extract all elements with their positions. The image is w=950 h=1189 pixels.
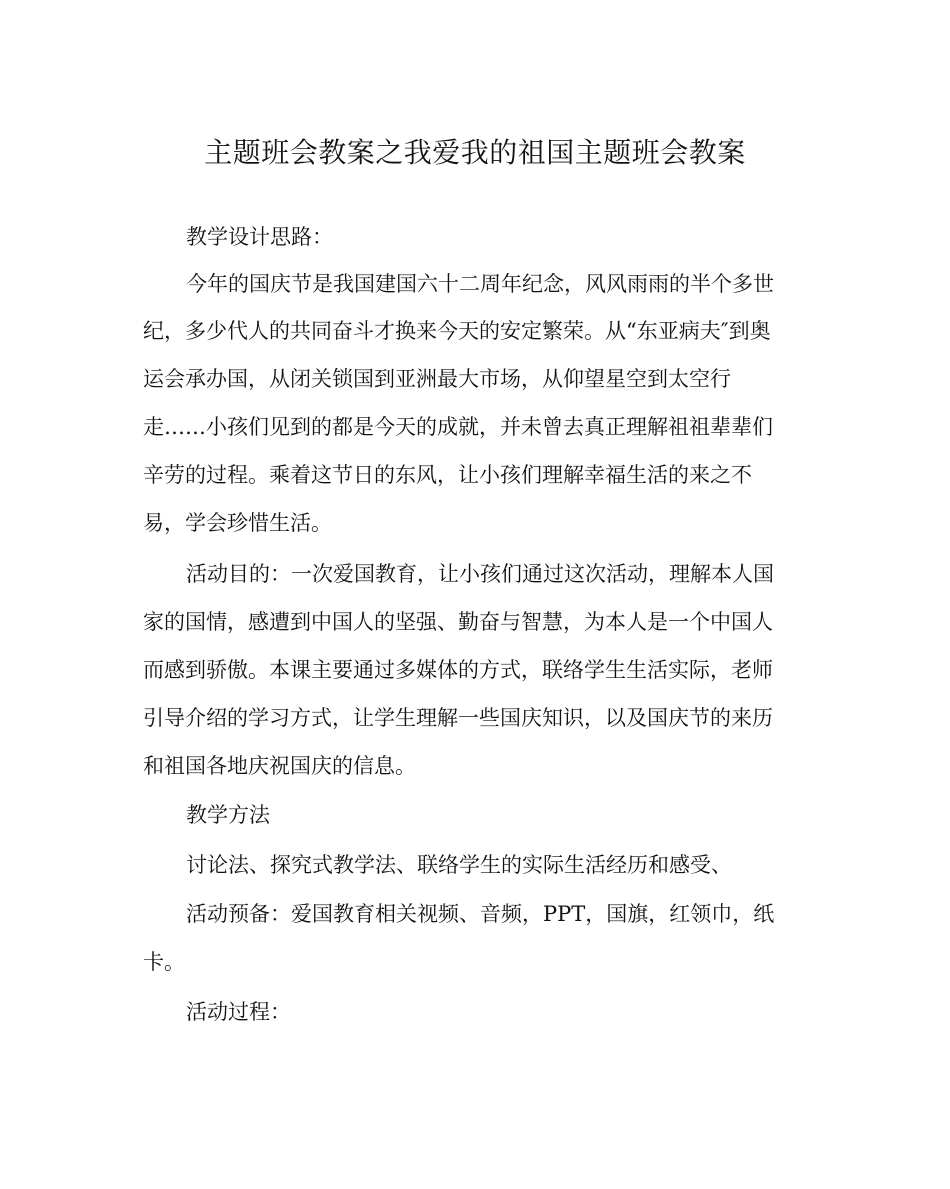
paragraph-line: 今年的国庆节是我国建国六十二周年纪念，风风雨雨的半个多世 [186,272,774,296]
paragraph-line: 活动目的：一次爱国教育，让小孩们通过这次活动，理解本人国 [186,562,774,586]
document-title: 主题班会教案之我爱我的祖国主题班会教案 [204,136,746,169]
section-heading-method: 教学方法 [186,803,270,827]
paragraph-line: 卡。 [143,950,185,974]
paragraph-line: 运会承办国，从闭关锁国到亚洲最大市场，从仰望星空到太空行 [143,367,731,391]
paragraph-line: 纪，多少代人的共同奋斗才换来今天的安定繁荣。从“东亚病夫″到奥 [143,319,771,343]
section-heading-design: 教学设计思路： [186,225,333,249]
paragraph-line: 而感到骄傲。本课主要通过多媒体的方式，联络学生生活实际，老师 [143,658,773,682]
paragraph-line: 易，学会珍惜生活。 [143,511,332,535]
section-heading-process: 活动过程： [186,1000,291,1024]
paragraph-line: 讨论法、探究式教学法、联络学生的实际生活经历和感受、 [186,853,732,877]
paragraph-line: 和祖国各地庆祝国庆的信息。 [143,754,416,778]
paragraph-line: 引导介绍的学习方式，让学生理解一些国庆知识，以及国庆节的来历 [143,706,773,730]
paragraph-line: 家的国情，感遭到中国人的坚强、勤奋与智慧，为本人是一个中国人 [143,610,773,634]
paragraph-line: 走……小孩们见到的都是今天的成就，并未曾去真正理解祖祖辈辈们 [143,415,773,439]
paragraph-line: 辛劳的过程。乘着这节日的东风，让小孩们理解幸福生活的来之不 [143,463,752,487]
paragraph-line: 活动预备：爱国教育相关视频、音频，PPT，国旗，红领巾，纸 [186,902,775,926]
